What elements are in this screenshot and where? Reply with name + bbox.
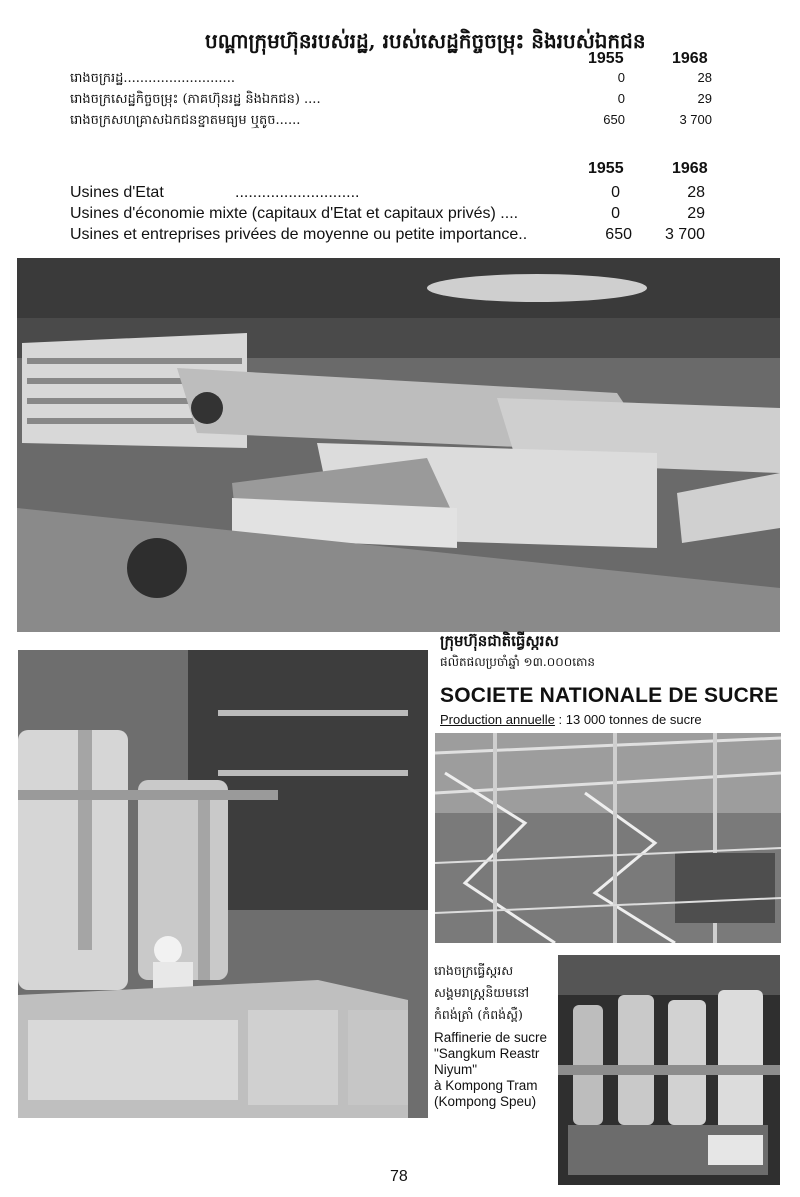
value-1955: 0: [617, 91, 625, 106]
refinery-machinery-photo: [558, 955, 780, 1185]
row-label: រោងចក្ររដ្ឋ...........................: [70, 71, 235, 86]
value-1955: 650: [605, 226, 632, 243]
sucre-khmer-production: ផលិតផលប្រចាំឆ្នាំ ១៣.០០០តោន: [440, 655, 596, 669]
table-row: [70, 112, 720, 133]
year-1955: 1955: [588, 160, 624, 177]
row-label: Usines d'Etat: [70, 184, 164, 201]
table-row: [70, 205, 720, 226]
factory-aerial-photo: [17, 258, 780, 632]
khmer-table-header: [70, 52, 720, 70]
raffinerie-fr-line: Niyum": [434, 1062, 478, 1077]
row-label: រោងចក្រសេដ្ឋកិច្ចចម្រុះ (ភាគហ៊ុនរដ្ឋ និងឯកជន) ....: [70, 92, 321, 107]
khmer-stats-table: [70, 52, 720, 133]
value-1955: 650: [603, 112, 625, 127]
production-label: Production annuelle: [440, 712, 555, 727]
year-1955: 1955: [588, 50, 624, 67]
raffinerie-fr-line: Raffinerie de sucre: [434, 1030, 548, 1045]
table-row: [70, 226, 720, 247]
sugar-factory-interior-photo: [18, 650, 428, 1118]
sucre-khmer-caption: ក្រុមហ៊ុនជាតិធ្វើស្ករស: [440, 632, 559, 650]
table-row: [70, 91, 720, 112]
value-1955: 0: [611, 205, 620, 222]
value-1968: 3 700: [664, 226, 705, 243]
value-1955: 0: [617, 70, 625, 85]
year-1968: 1968: [672, 50, 708, 67]
value-1968: 29: [687, 205, 705, 222]
production-value: : 13 000 tonnes de sucre: [554, 712, 702, 727]
refinery-structure-photo: [435, 733, 781, 943]
raffinerie-khmer-line: កំពង់ត្រាំ (កំពង់ស្ពឺ): [434, 1007, 523, 1022]
raffinerie-french-caption: [434, 1030, 558, 1110]
row-label: Usines d'économie mixte (capitaux d'Etat et capitaux privés) ....: [70, 205, 519, 222]
khmer-page-title: បណ្ដាក្រុមហ៊ុនរបស់រដ្ឋ, របស់សេដ្ឋកិច្ចចម្រុះ និងរបស់ឯកជន: [205, 29, 646, 53]
value-1955: 0: [611, 184, 620, 201]
row-label: Usines et entreprises privées de moyenne ou petite importance..: [70, 226, 528, 243]
french-table-header: [70, 160, 720, 184]
page-number: 78: [390, 1168, 408, 1185]
sucre-company-title: SOCIETE NATIONALE DE SUCRE: [440, 684, 779, 707]
year-1968: 1968: [672, 160, 708, 177]
row-leader-dots: ............................: [235, 184, 360, 201]
table-row: [70, 184, 720, 205]
raffinerie-khmer-line: រោងចក្រធ្វើស្ករស: [434, 963, 514, 978]
row-label: រោងចក្រសហគ្រាសឯកជនខ្នាតមធ្យម ឬតូច......: [70, 113, 301, 128]
raffinerie-fr-line: (Kompong Speu): [434, 1094, 537, 1109]
value-1968: 28: [697, 70, 712, 85]
value-1968: 29: [697, 91, 712, 106]
table-row: [70, 70, 720, 91]
french-stats-table: [70, 160, 720, 247]
value-1968: 3 700: [679, 112, 712, 127]
raffinerie-khmer-line: សង្គមរាស្ត្រនិយមនៅ: [434, 985, 529, 1000]
sucre-production: [440, 712, 702, 727]
raffinerie-fr-line: à Kompong Tram: [434, 1078, 538, 1093]
raffinerie-fr-line: "Sangkum Reastr: [434, 1046, 540, 1061]
raffinerie-khmer-caption: [434, 960, 558, 1026]
value-1968: 28: [687, 184, 705, 201]
